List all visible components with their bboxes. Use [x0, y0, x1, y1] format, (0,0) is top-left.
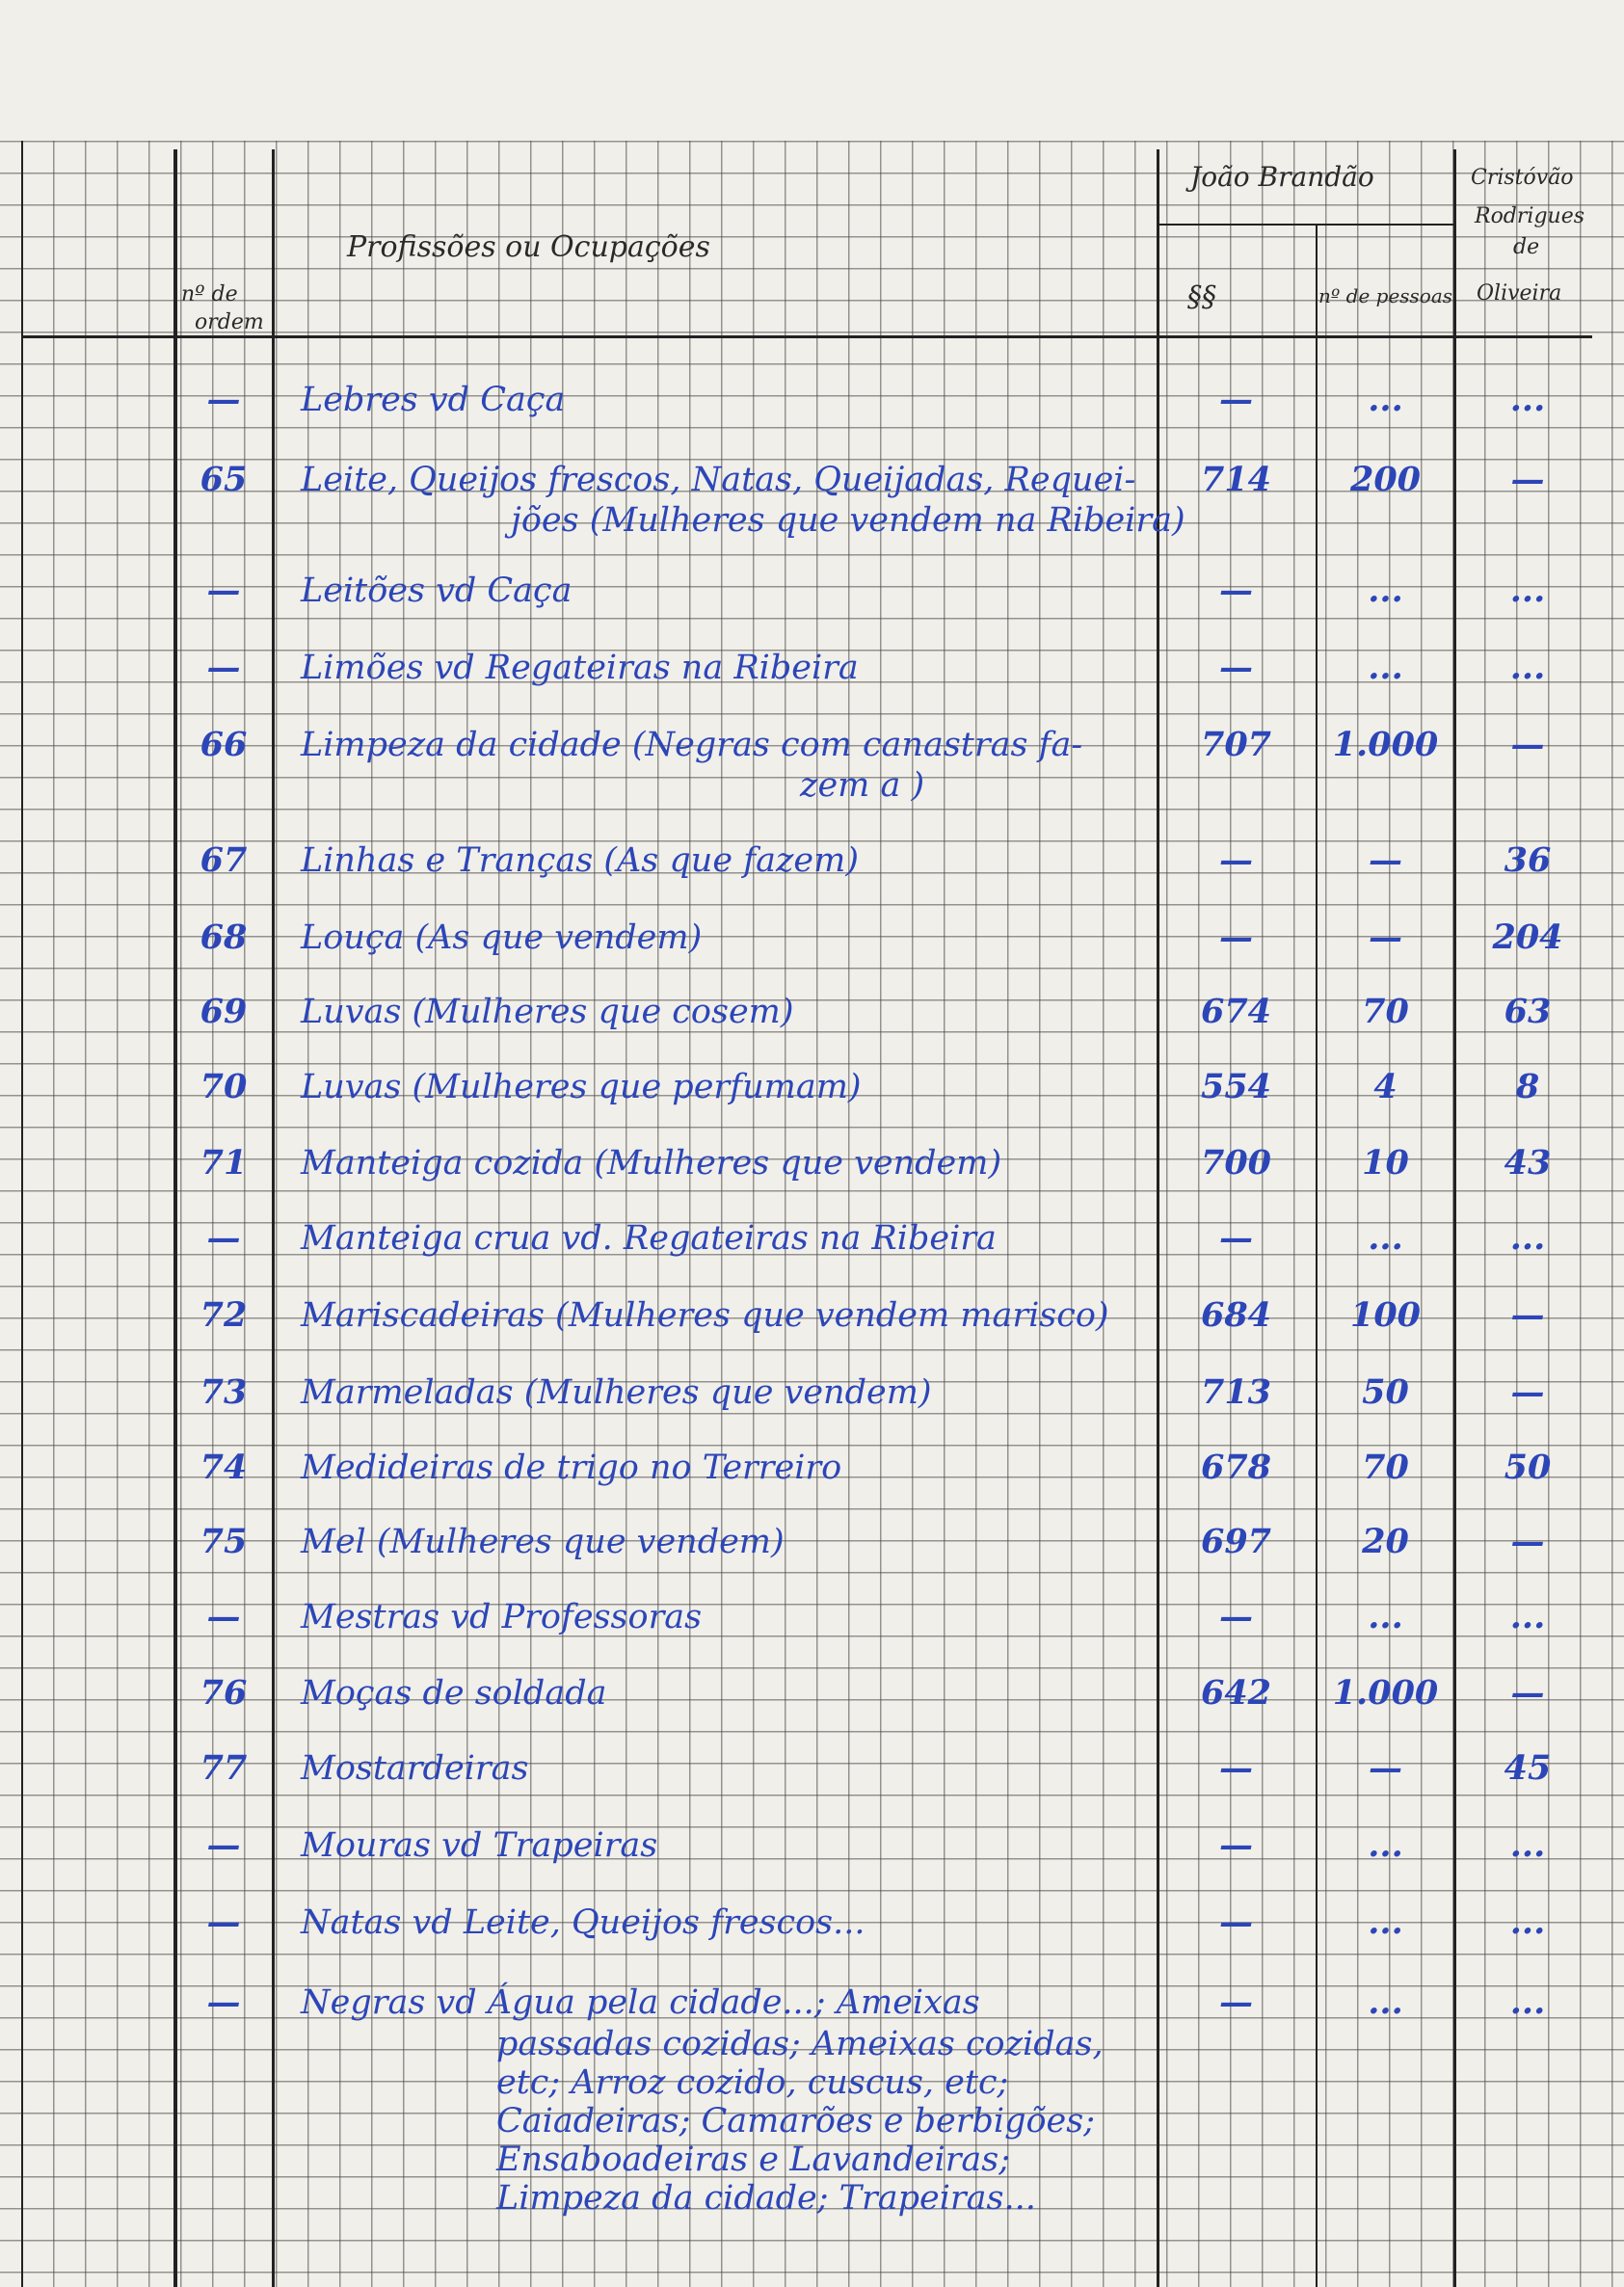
row-order: 74: [200, 1448, 248, 1487]
row-text: Leitões vd Caça: [301, 572, 572, 610]
row-order: 75: [200, 1522, 248, 1561]
row-pessoas: ...: [1368, 1218, 1403, 1258]
row-order: 67: [200, 840, 248, 880]
professions-header: Profissões ou Ocupações: [347, 230, 710, 264]
row-cristovao: 45: [1504, 1748, 1552, 1788]
row-text: Leite, Queijos frescos, Natas, Queijadas, Requei-: [301, 461, 1136, 499]
header-bottom-rule: [21, 335, 1592, 338]
row-text: Mel (Mulheres que vendem): [301, 1523, 785, 1561]
row-pessoas: ...: [1368, 1982, 1403, 2022]
row-text: Luvas (Mulheres que cosem): [301, 993, 794, 1031]
row-text: Mouras vd Trapeiras: [301, 1826, 658, 1865]
row-para: —: [1219, 1902, 1253, 1942]
row-cristovao: ...: [1509, 1825, 1546, 1865]
joao-brandao-header: João Brandão: [1190, 161, 1374, 193]
row-para: 554: [1200, 1067, 1272, 1106]
row-para: —: [1219, 840, 1253, 880]
row-cristovao: ...: [1509, 1597, 1546, 1636]
row-pessoas: 10: [1362, 1143, 1409, 1183]
order-column-left-rule: [173, 149, 177, 2287]
row-text: Luvas (Mulheres que perfumam): [301, 1068, 862, 1106]
row-cristovao: ...: [1509, 571, 1546, 610]
row-cristovao: —: [1510, 1372, 1545, 1412]
row-cristovao: ...: [1509, 380, 1546, 419]
row-text: Lebres vd Caça: [301, 381, 566, 419]
row-pessoas: ...: [1368, 1902, 1403, 1942]
row-para: 642: [1200, 1673, 1272, 1713]
row-cristovao: 63: [1504, 992, 1552, 1031]
row-para: —: [1219, 1748, 1253, 1788]
order-column-right-rule: [272, 149, 275, 2287]
row-order: —: [206, 1982, 241, 2022]
row-para: —: [1219, 1218, 1253, 1258]
row-text-continuation: jões (Mulheres que vendem na Ribeira): [511, 501, 1185, 540]
joao-subheader-rule: [1157, 224, 1455, 226]
row-cristovao: 36: [1504, 840, 1552, 880]
row-para: —: [1219, 1597, 1253, 1636]
row-text: Medideiras de trigo no Terreiro: [301, 1449, 842, 1487]
row-cristovao: 43: [1504, 1143, 1552, 1183]
row-text-continuation: passadas cozidas; Ameixas cozidas, etc; Arroz cozido, cuscus, etc; Caiadeiras; Camarões e berbigões; Ensaboadeiras e Lavandeiras; Limpeza da cidade; Trapeiras...: [496, 2025, 1104, 2218]
row-pessoas: ...: [1368, 380, 1403, 419]
num-pessoas-header: nº de pessoas: [1318, 284, 1453, 307]
row-order: —: [206, 1902, 241, 1942]
para-column-right-rule: [1316, 224, 1318, 2287]
cristovao-header-line1: Cristóvão: [1471, 166, 1574, 190]
order-label-line1: nº de: [181, 282, 238, 306]
row-pessoas: ...: [1368, 1597, 1403, 1636]
row-pessoas: 200: [1349, 460, 1422, 499]
row-para: 713: [1200, 1372, 1272, 1412]
row-cristovao: —: [1510, 1295, 1545, 1335]
order-label-line2: ordem: [195, 310, 264, 334]
row-cristovao: 50: [1504, 1448, 1552, 1487]
row-para: 700: [1200, 1143, 1272, 1183]
row-para: 684: [1200, 1295, 1272, 1335]
row-pessoas: ...: [1368, 1825, 1403, 1865]
row-order: 65: [200, 460, 248, 499]
row-order: —: [206, 1597, 241, 1636]
row-pessoas: 100: [1349, 1295, 1422, 1335]
row-pessoas: 1.000: [1332, 1673, 1439, 1713]
row-text: Louça (As que vendem): [301, 918, 703, 957]
row-order: 69: [200, 992, 248, 1031]
row-order: 70: [200, 1067, 248, 1106]
row-para: —: [1219, 1825, 1253, 1865]
section-mark-header: §§: [1187, 280, 1216, 314]
row-cristovao: —: [1510, 1522, 1545, 1561]
row-text: Manteiga crua vd. Regateiras na Ribeira: [301, 1219, 997, 1258]
row-pessoas: 4: [1373, 1067, 1398, 1106]
row-cristovao: ...: [1509, 1218, 1546, 1258]
row-order: —: [206, 1825, 241, 1865]
row-pessoas: 70: [1362, 1448, 1409, 1487]
row-order: 71: [200, 1143, 248, 1183]
row-text: Moças de soldada: [301, 1674, 607, 1713]
row-text: Negras vd Água pela cidade...; Ameixas: [301, 1983, 980, 2022]
row-order: —: [206, 1218, 241, 1258]
row-para: —: [1219, 1982, 1253, 2022]
row-text: Marmeladas (Mulheres que vendem): [301, 1373, 932, 1412]
cristovao-column-left-rule: [1453, 149, 1456, 2287]
row-para: —: [1219, 648, 1253, 687]
row-para: —: [1219, 917, 1253, 957]
row-pessoas: ...: [1368, 648, 1403, 687]
row-text: Mestras vd Professoras: [301, 1598, 703, 1636]
row-pessoas: 1.000: [1332, 725, 1439, 764]
row-cristovao: 8: [1515, 1067, 1540, 1106]
row-text: Limpeza da cidade (Negras com canastras fa-: [301, 726, 1083, 764]
row-cristovao: ...: [1509, 1982, 1546, 2022]
row-para: 678: [1200, 1448, 1272, 1487]
joao-column-left-rule: [1157, 149, 1159, 2287]
row-order: 76: [200, 1673, 248, 1713]
row-text: Mariscadeiras (Mulheres que vendem marisco): [301, 1296, 1109, 1335]
left-margin-line: [21, 141, 23, 2287]
row-pessoas: —: [1369, 840, 1402, 880]
cristovao-header-line4: Oliveira: [1477, 281, 1562, 306]
row-para: 714: [1200, 460, 1272, 499]
row-text: Manteiga cozida (Mulheres que vendem): [301, 1144, 1002, 1183]
cristovao-header-line2: Rodrigues: [1475, 204, 1585, 228]
row-pessoas: 50: [1362, 1372, 1409, 1412]
row-order: 68: [200, 917, 248, 957]
row-para: 707: [1200, 725, 1272, 764]
row-text: Limões vd Regateiras na Ribeira: [301, 649, 859, 687]
row-cristovao: —: [1510, 1673, 1545, 1713]
row-cristovao: ...: [1509, 648, 1546, 687]
row-order: 66: [200, 725, 248, 764]
cristovao-header-line3: de: [1513, 235, 1540, 259]
row-cristovao: 204: [1492, 917, 1563, 957]
row-pessoas: 20: [1362, 1522, 1409, 1561]
row-cristovao: —: [1510, 460, 1545, 499]
row-text: Natas vd Leite, Queijos frescos...: [301, 1903, 865, 1942]
row-cristovao: —: [1510, 725, 1545, 764]
row-para: 697: [1200, 1522, 1272, 1561]
row-order: 77: [200, 1748, 248, 1788]
row-order: 72: [200, 1295, 248, 1335]
row-order: 73: [200, 1372, 248, 1412]
row-pessoas: 70: [1362, 992, 1409, 1031]
row-text: Linhas e Tranças (As que fazem): [301, 841, 859, 880]
top-margin: [0, 0, 1624, 141]
row-pessoas: ...: [1368, 571, 1403, 610]
row-text-continuation: zem a ): [800, 766, 925, 805]
row-cristovao: ...: [1509, 1902, 1546, 1942]
row-order: —: [206, 648, 241, 687]
row-text: Mostardeiras: [301, 1749, 529, 1788]
row-pessoas: —: [1369, 1748, 1402, 1788]
row-order: —: [206, 571, 241, 610]
row-pessoas: —: [1369, 917, 1402, 957]
row-para: —: [1219, 571, 1253, 610]
row-para: 674: [1200, 992, 1272, 1031]
row-order: —: [206, 380, 241, 419]
row-para: —: [1219, 380, 1253, 419]
